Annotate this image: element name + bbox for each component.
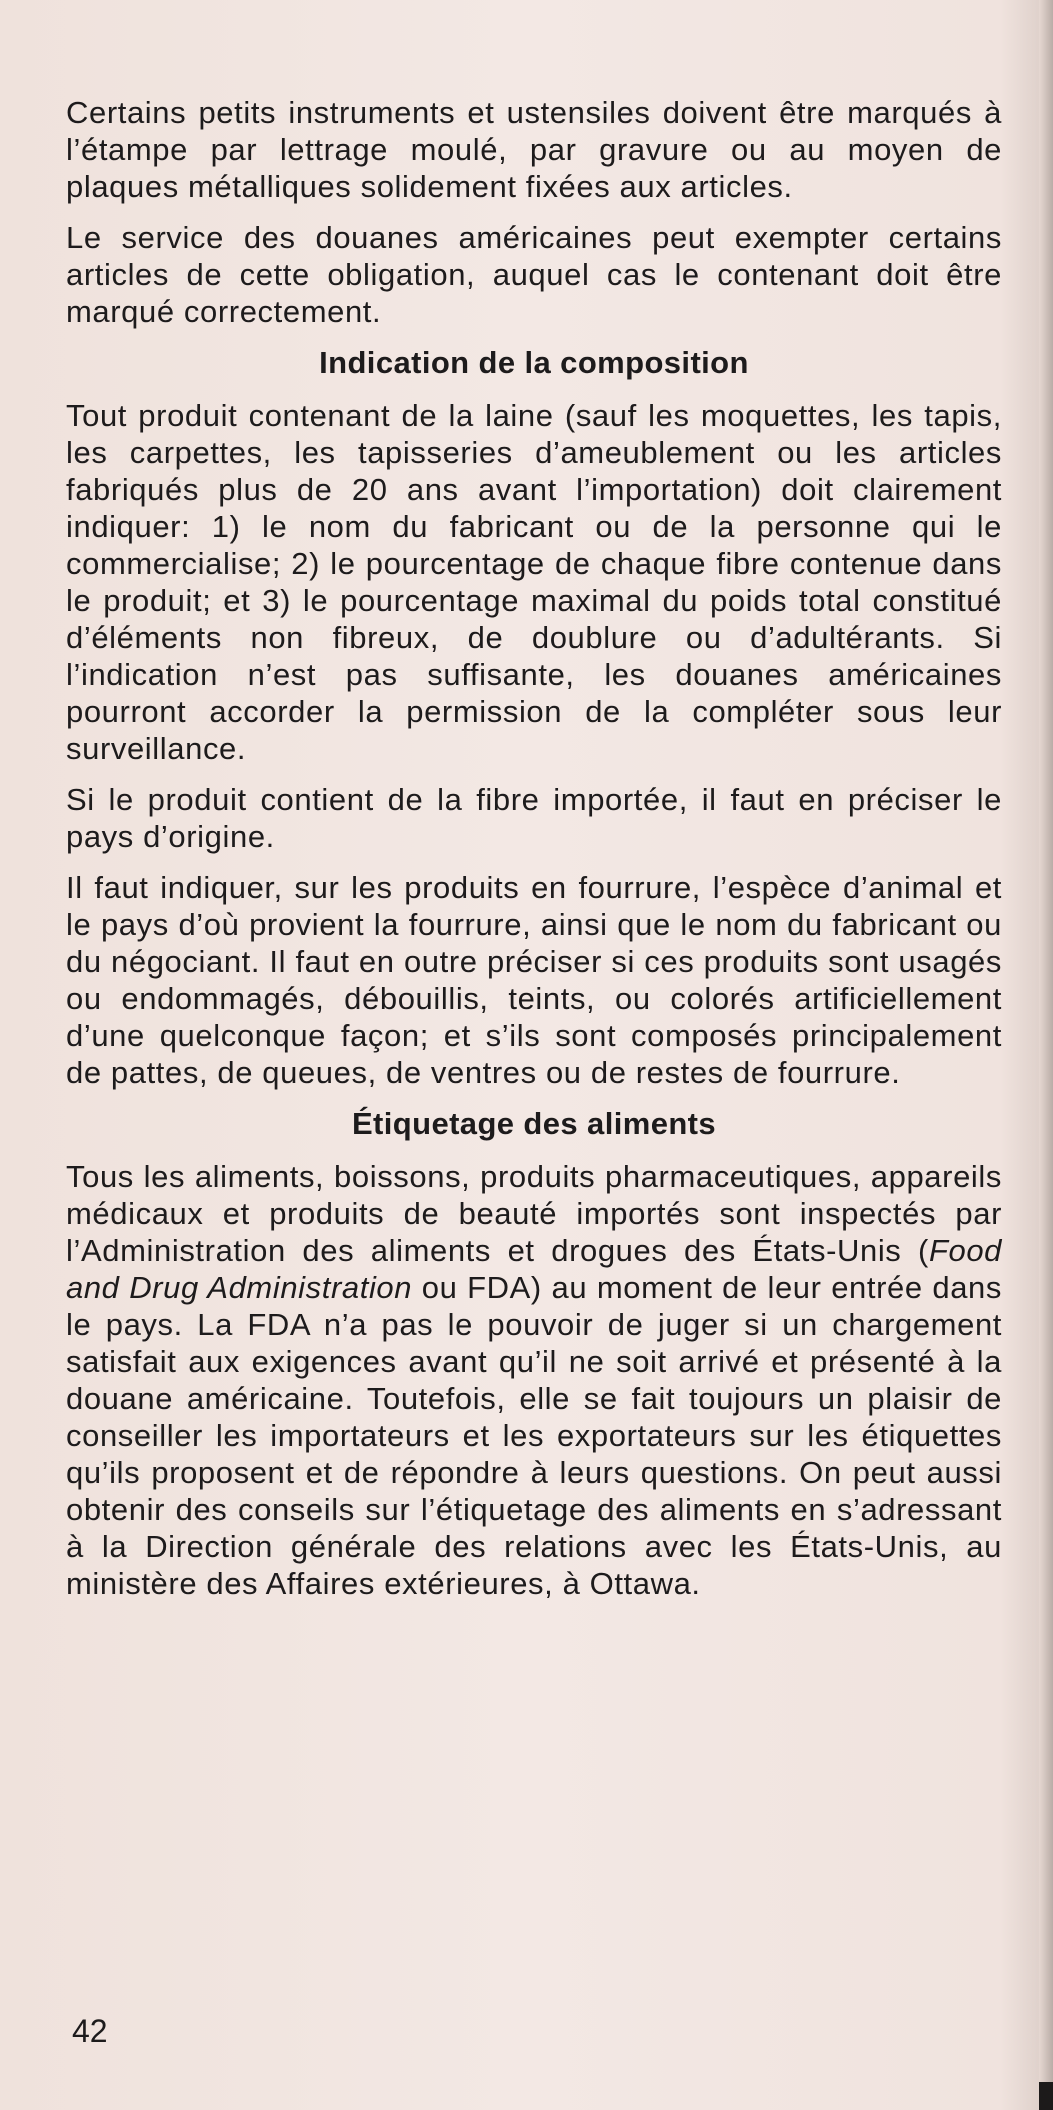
heading-food-labelling: Étiquetage des aliments bbox=[351, 1106, 717, 1141]
page-number: 42 bbox=[72, 2013, 108, 2049]
paragraph-fda bbox=[66, 1158, 1002, 1602]
fda-name-italic: Food and Drug Administration bbox=[66, 1233, 1002, 1305]
fda-text-before: Tous les aliments, boissons, produits pharmaceutiques, appareils médicaux et produits de beauté importés sont inspectés par l’Administration des aliments et drogues des États-Unis ( bbox=[66, 1159, 1002, 1268]
paragraph-imported-fibre: Si le produit contient de la fibre importée, il faut en préciser le pays d’origine. bbox=[66, 782, 1002, 854]
page-corner bbox=[1039, 2082, 1053, 2110]
paragraph-marking: Certains petits instruments et ustensiles doivent être marqués à l’étampe par lettrage moulé, par gravure ou au moyen de plaques métalliques solidement fixées aux articles. bbox=[66, 95, 1002, 204]
page-edge bbox=[1039, 0, 1053, 2110]
text-body bbox=[66, 94, 1002, 1616]
paragraph-exemption: Le service des douanes américaines peut exempter certains articles de cette obligation, auquel cas le contenant doit être marqué correctement. bbox=[66, 220, 1002, 329]
fda-text-after: ou FDA) au moment de leur entrée dans le pays. La FDA n’a pas le pouvoir de juger si un chargement satisfait aux exigences avant qu’il ne soit arrivé et présenté à la douane américaine. Toutefois, elle se fait toujours un plaisir de conseiller les importateurs et les exportateurs sur les étiquettes qu’ils proposent et de répondre à leurs questions. On peut aussi obtenir des conseils sur l’étiquetage des aliments en s’adressant à la Direction générale des relations avec les États-Unis, au ministère des Affaires extérieures, à Ottawa. bbox=[66, 1270, 1002, 1601]
paragraph-fur: Il faut indiquer, sur les produits en fourrure, l’espèce d’animal et le pays d’où provient la fourrure, ainsi que le nom du fabricant ou du négociant. Il faut en outre préciser si ces produits sont usagés ou endommagés, débouillis, teints, ou colorés artificiellement d’une quelconque façon; et s’ils sont composés principalement de pattes, de queues, de ventres ou de restes de fourrure. bbox=[66, 870, 1002, 1090]
paragraph-wool: Tout produit contenant de la laine (sauf les moquettes, les tapis, les carpettes, les tapisseries d’ameublement ou les articles fabriqués plus de 20 ans avant l’importation) doit clairement indiquer: 1) le nom du fabricant ou de la personne qui le commercialise; 2) le pourcentage de chaque fibre contenue dans le produit; et 3) le pourcentage maximal du poids total constitué d’éléments non fibreux, de doublure ou d’adultérants. Si l’indication n’est pas suffisante, les douanes américaines pourront accorder la permission de la compléter sous leur surveillance. bbox=[66, 398, 1002, 766]
heading-composition: Indication de la composition bbox=[319, 345, 749, 380]
